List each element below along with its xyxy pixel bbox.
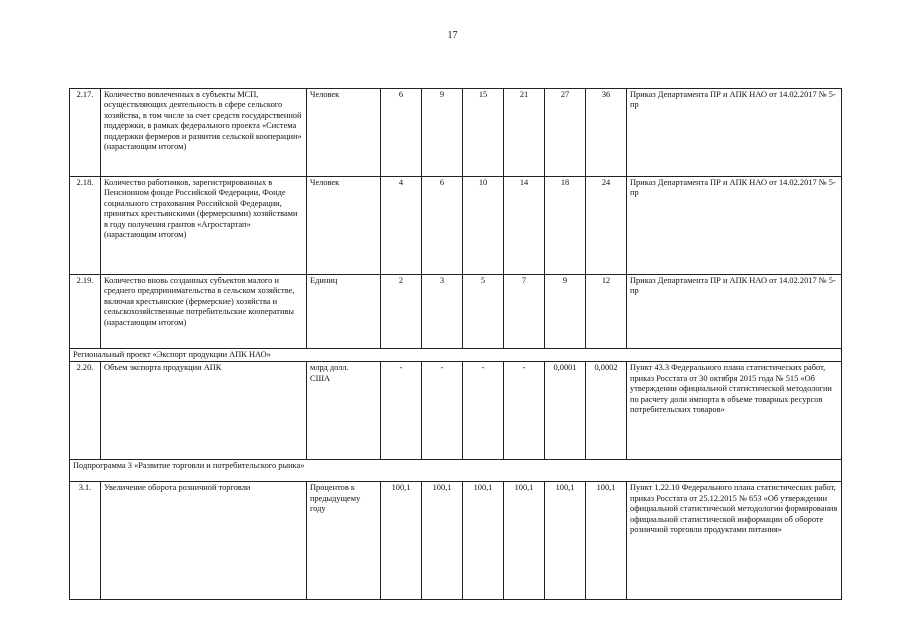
- unit: Процентов к предыдущему году: [307, 482, 381, 600]
- value-cell: 4: [381, 177, 422, 275]
- source-cell: Приказ Департамента ПР и АПК НАО от 14.02.2017 № 5-пр: [627, 177, 842, 275]
- row-code: 3.1.: [70, 482, 101, 600]
- table-row: [70, 482, 842, 600]
- value-cell: 27: [545, 89, 586, 177]
- value-cell: 0,0001: [545, 362, 586, 460]
- table-row: [70, 177, 842, 275]
- value-cell: 2: [381, 275, 422, 349]
- unit: Человек: [307, 89, 381, 177]
- value-cell: 5: [463, 275, 504, 349]
- value-cell: 21: [504, 89, 545, 177]
- value-cell: 12: [586, 275, 627, 349]
- table-row: [70, 275, 842, 349]
- section-title: Региональный проект «Экспорт продукции АПК НАО»: [70, 349, 842, 362]
- indicator-name: Количество вновь созданных субъектов малого и среднего предпринимательства в сельском хозяйстве, включая крестьянские (фермерские) хозяйства и сельскохозяйственные потребительские кооперативы (нарастающим итогом): [101, 275, 307, 349]
- row-code: 2.20.: [70, 362, 101, 460]
- value-cell: 9: [422, 89, 463, 177]
- unit: Человек: [307, 177, 381, 275]
- indicator-name: Количество вовлеченных в субъекты МСП, осуществляющих деятельность в сфере сельского хозяйства, в том числе за счет средств государственной поддержки, в рамках федерального проекта «Система поддержки фермеров и развития сельской кооперации» (нарастающим итогом): [101, 89, 307, 177]
- value-cell: 6: [422, 177, 463, 275]
- value-cell: 14: [504, 177, 545, 275]
- value-cell: 100,1: [422, 482, 463, 600]
- source-cell: Приказ Департамента ПР и АПК НАО от 14.02.2017 № 5-пр: [627, 89, 842, 177]
- value-cell: 100,1: [463, 482, 504, 600]
- source-cell: Приказ Департамента ПР и АПК НАО от 14.02.2017 № 5-пр: [627, 275, 842, 349]
- value-cell: 18: [545, 177, 586, 275]
- indicator-name: Увеличение оборота розничной торговли: [101, 482, 307, 600]
- indicator-name: Объем экспорта продукции АПК: [101, 362, 307, 460]
- value-cell: 0,0002: [586, 362, 627, 460]
- value-cell: 24: [586, 177, 627, 275]
- table-row: [70, 89, 842, 177]
- section-row-export: [70, 349, 842, 362]
- value-cell: -: [463, 362, 504, 460]
- value-cell: -: [381, 362, 422, 460]
- value-cell: 36: [586, 89, 627, 177]
- unit: млрд долл. США: [307, 362, 381, 460]
- indicator-name: Количество работников, зарегистрированных в Пенсионном фонде Российской Федерации, Фонде социального страхования Российской Федерации, принятых крестьянскими (фермерскими) хозяйствами в году получения грантов «Агростартап» (нарастающим итогом): [101, 177, 307, 275]
- value-cell: 3: [422, 275, 463, 349]
- value-cell: 7: [504, 275, 545, 349]
- unit: Единиц: [307, 275, 381, 349]
- row-code: 2.18.: [70, 177, 101, 275]
- source-cell: Пункт 1.22.10 Федерального плана статистических работ, приказ Росстата от 25.12.2015 № 653 «Об утверждении официальной статистической методологии формирования официальной статистической информации об обороте розничной торговли продуктами питания»: [627, 482, 842, 600]
- section-title: Подпрограмма 3 «Развитие торговли и потребительского рынка»: [70, 460, 842, 482]
- table-row: [70, 362, 842, 460]
- value-cell: -: [504, 362, 545, 460]
- value-cell: 100,1: [545, 482, 586, 600]
- row-code: 2.19.: [70, 275, 101, 349]
- indicators-table: [69, 88, 842, 600]
- value-cell: 100,1: [504, 482, 545, 600]
- value-cell: 100,1: [586, 482, 627, 600]
- value-cell: 10: [463, 177, 504, 275]
- source-cell: Пункт 43.3 Федерального плана статистических работ, приказ Росстата от 30 октября 2015 года № 515 «Об утверждении официальной статистической методологии по расчету доли импорта в объеме товарных ресурсов потребительских товаров»: [627, 362, 842, 460]
- value-cell: 15: [463, 89, 504, 177]
- section-row-trade: [70, 460, 842, 482]
- value-cell: 6: [381, 89, 422, 177]
- row-code: 2.17.: [70, 89, 101, 177]
- value-cell: 100,1: [381, 482, 422, 600]
- value-cell: 9: [545, 275, 586, 349]
- value-cell: -: [422, 362, 463, 460]
- page-number: 17: [447, 30, 458, 41]
